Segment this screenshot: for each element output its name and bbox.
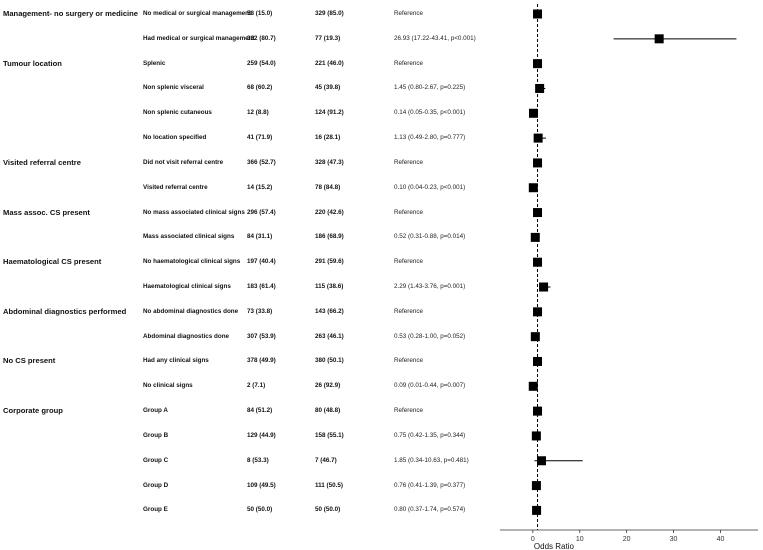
x-tick-label: 40 bbox=[716, 536, 725, 543]
count-col2: 78 (84.8) bbox=[315, 183, 341, 191]
point-estimate bbox=[532, 431, 541, 440]
row-label: Had medical or surgical management bbox=[143, 34, 255, 42]
row-label: Visited referral centre bbox=[143, 183, 208, 191]
count-col2: 77 (19.3) bbox=[315, 34, 341, 42]
row-label: Haematological clinical signs bbox=[143, 283, 231, 291]
odds-ratio-text: Reference bbox=[394, 208, 424, 216]
x-axis-title: Odds Ratio bbox=[533, 542, 574, 550]
row-label: No location specified bbox=[143, 134, 207, 142]
group-label: Corporate group bbox=[3, 406, 63, 416]
row-label: Did not visit referral centre bbox=[143, 158, 224, 166]
odds-ratio-text: Reference bbox=[394, 10, 424, 17]
count-col2: 111 (50.5) bbox=[315, 481, 344, 489]
point-estimate bbox=[533, 407, 542, 416]
count-col1: 8 (53.3) bbox=[247, 456, 269, 464]
row-label: Non splenic visceral bbox=[143, 84, 204, 92]
count-col2: 221 (46.0) bbox=[315, 59, 344, 67]
x-tick-label: 30 bbox=[669, 536, 678, 543]
count-col1: 322 (80.7) bbox=[247, 34, 276, 42]
odds-ratio-text: 0.14 (0.05-0.35, p<0.001) bbox=[394, 109, 466, 117]
count-col1: 50 (50.0) bbox=[247, 506, 273, 514]
count-col1: 307 (53.9) bbox=[247, 332, 276, 340]
count-col2: 380 (50.1) bbox=[315, 357, 344, 365]
point-estimate bbox=[532, 481, 541, 490]
point-estimate bbox=[535, 84, 544, 93]
point-estimate bbox=[533, 59, 542, 68]
count-col2: 16 (28.1) bbox=[315, 134, 341, 142]
point-estimate bbox=[529, 382, 538, 391]
row-label: Group C bbox=[143, 456, 169, 464]
group-label: Tumour location bbox=[3, 58, 62, 68]
odds-ratio-text: 1.13 (0.49-2.80, p=0.777) bbox=[394, 134, 466, 142]
odds-ratio-text: 0.75 (0.42-1.35, p=0.344) bbox=[394, 431, 466, 439]
odds-ratio-text: 0.76 (0.41-1.39, p=0.377) bbox=[394, 481, 466, 489]
odds-ratio-text: Reference bbox=[394, 307, 424, 315]
odds-ratio-text: Reference bbox=[394, 59, 424, 67]
count-col2: 26 (92.9) bbox=[315, 382, 341, 390]
count-col1: 183 (61.4) bbox=[247, 283, 276, 291]
row-label: Group B bbox=[143, 431, 169, 439]
count-col1: 129 (44.9) bbox=[247, 431, 276, 439]
count-col2: 7 (46.7) bbox=[315, 456, 337, 464]
point-estimate bbox=[529, 183, 538, 192]
row-label: Group A bbox=[143, 407, 168, 415]
odds-ratio-text: Reference bbox=[394, 158, 424, 166]
row-label: No medical or surgical management bbox=[143, 10, 252, 17]
row-label: Had any clinical signs bbox=[143, 357, 209, 365]
point-estimate bbox=[529, 109, 538, 118]
count-col1: 58 (15.0) bbox=[247, 10, 273, 17]
row-label: No clinical signs bbox=[143, 382, 193, 390]
odds-ratio-text: 0.10 (0.04-0.23, p<0.001) bbox=[394, 183, 466, 191]
x-tick-label: 0 bbox=[530, 536, 535, 543]
point-estimate bbox=[533, 357, 542, 366]
count-col1: 259 (54.0) bbox=[247, 59, 276, 67]
count-col2: 45 (39.8) bbox=[315, 84, 341, 92]
count-col1: 84 (31.1) bbox=[247, 233, 273, 241]
row-label: No mass associated clinical signs bbox=[143, 208, 245, 216]
count-col2: 80 (48.8) bbox=[315, 407, 341, 415]
row-label: Mass associated clinical signs bbox=[143, 233, 235, 241]
point-estimate bbox=[537, 456, 546, 465]
row-label: Group D bbox=[143, 481, 169, 489]
odds-ratio-text: 0.53 (0.28-1.00, p=0.052) bbox=[394, 332, 466, 340]
odds-ratio-text: 2.29 (1.43-3.76, p=0.001) bbox=[394, 283, 466, 291]
count-col2: 124 (91.2) bbox=[315, 109, 344, 117]
count-col1: 73 (33.8) bbox=[247, 307, 273, 315]
count-col2: 115 (38.6) bbox=[315, 283, 344, 291]
count-col2: 328 (47.3) bbox=[315, 158, 344, 166]
count-col1: 14 (15.2) bbox=[247, 183, 273, 191]
row-label: Group E bbox=[143, 506, 168, 514]
odds-ratio-text: 1.85 (0.34-10.63, p=0.481) bbox=[394, 456, 469, 464]
point-estimate bbox=[533, 258, 542, 267]
row-label: Non splenic cutaneous bbox=[143, 109, 212, 117]
x-tick-label: 10 bbox=[575, 536, 584, 543]
count-col2: 329 (85.0) bbox=[315, 10, 344, 17]
count-col1: 378 (49.9) bbox=[247, 357, 276, 365]
count-col1: 197 (40.4) bbox=[247, 258, 276, 266]
odds-ratio-text: 0.80 (0.37-1.74, p=0.574) bbox=[394, 506, 466, 514]
group-label: Haematological CS present bbox=[3, 257, 102, 267]
point-estimate bbox=[533, 208, 542, 217]
count-col2: 220 (42.6) bbox=[315, 208, 344, 216]
count-col1: 84 (51.2) bbox=[247, 407, 273, 415]
count-col2: 186 (68.9) bbox=[315, 233, 344, 241]
row-label: No abdominal diagnostics done bbox=[143, 307, 239, 315]
count-col1: 109 (49.5) bbox=[247, 481, 276, 489]
x-tick-label: 20 bbox=[622, 536, 631, 543]
row-label: Abdominal diagnostics done bbox=[143, 332, 230, 340]
count-col1: 68 (60.2) bbox=[247, 84, 273, 92]
group-label: No CS present bbox=[3, 356, 56, 366]
row-label: No haematological clinical signs bbox=[143, 258, 241, 266]
point-estimate bbox=[531, 233, 540, 242]
odds-ratio-text: Reference bbox=[394, 357, 424, 365]
point-estimate bbox=[533, 158, 542, 167]
count-col2: 50 (50.0) bbox=[315, 506, 341, 514]
odds-ratio-text: 1.45 (0.80-2.67, p=0.225) bbox=[394, 84, 466, 92]
count-col2: 263 (46.1) bbox=[315, 332, 344, 340]
point-estimate bbox=[539, 283, 548, 292]
point-estimate bbox=[655, 34, 664, 43]
odds-ratio-text: 26.93 (17.22-43.41, p<0.001) bbox=[394, 34, 476, 42]
count-col2: 291 (59.6) bbox=[315, 258, 344, 266]
point-estimate bbox=[532, 506, 541, 515]
count-col1: 41 (71.9) bbox=[247, 134, 273, 142]
row-label: Splenic bbox=[143, 59, 166, 67]
point-estimate bbox=[531, 332, 540, 341]
group-label: Mass assoc. CS present bbox=[3, 207, 90, 217]
point-estimate bbox=[533, 10, 542, 19]
point-estimate bbox=[534, 134, 543, 143]
count-col1: 296 (57.4) bbox=[247, 208, 276, 216]
group-label: Management- no surgery or medicine bbox=[3, 9, 139, 18]
group-label: Visited referral centre bbox=[3, 157, 81, 167]
count-col2: 158 (55.1) bbox=[315, 431, 344, 439]
odds-ratio-text: 0.52 (0.31-0.88, p=0.014) bbox=[394, 233, 466, 241]
odds-ratio-text: Reference bbox=[394, 258, 424, 266]
count-col2: 143 (66.2) bbox=[315, 307, 344, 315]
odds-ratio-text: 0.09 (0.01-0.44, p=0.007) bbox=[394, 382, 466, 390]
point-estimate bbox=[533, 307, 542, 316]
count-col1: 2 (7.1) bbox=[247, 382, 266, 390]
group-label: Abdominal diagnostics performed bbox=[3, 306, 127, 316]
odds-ratio-text: Reference bbox=[394, 407, 424, 415]
count-col1: 366 (52.7) bbox=[247, 158, 276, 166]
count-col1: 12 (8.8) bbox=[247, 109, 269, 117]
